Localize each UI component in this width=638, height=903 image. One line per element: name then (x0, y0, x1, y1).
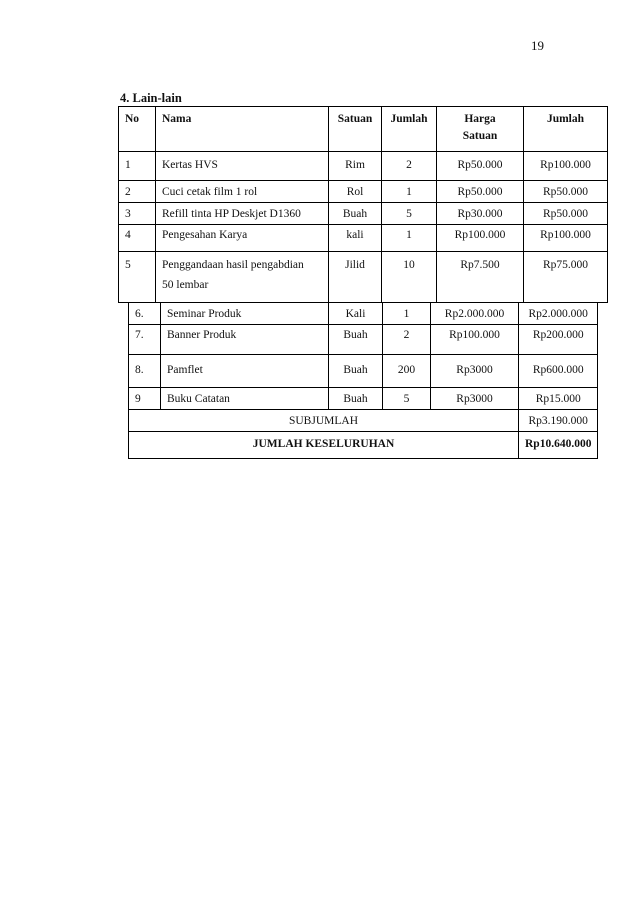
grand-total-row (129, 432, 598, 459)
header-no: No (119, 107, 156, 152)
table-row (129, 388, 598, 410)
cell-nama: Banner Produk (161, 325, 329, 355)
table-row (119, 252, 608, 303)
header-total: Jumlah (524, 107, 608, 152)
cell-no: 3 (119, 203, 156, 225)
cell-nama: Pamflet (161, 355, 329, 388)
cell-satuan: Rim (329, 152, 382, 181)
cell-no: 9 (129, 388, 161, 410)
header-nama: Nama (156, 107, 329, 152)
cell-satuan: kali (329, 225, 382, 252)
cell-jumlah: 2 (382, 152, 437, 181)
cell-nama: Refill tinta HP Deskjet D1360 (156, 203, 329, 225)
table-row (129, 303, 598, 325)
cell-nama-line2: 50 lembar (162, 279, 209, 291)
subtotal-row (129, 410, 598, 432)
table-row (119, 203, 608, 225)
cell-satuan: Jilid (329, 252, 382, 303)
cell-total: Rp15.000 (519, 388, 598, 410)
cell-nama: Buku Catatan (161, 388, 329, 410)
cell-no: 7. (129, 325, 161, 355)
cell-harga: Rp3000 (431, 388, 519, 410)
page-number: 19 (531, 38, 544, 53)
cell-satuan: Buah (329, 388, 383, 410)
cell-jumlah: 200 (383, 355, 431, 388)
cell-total: Rp100.000 (524, 225, 608, 252)
cell-total: Rp600.000 (519, 355, 598, 388)
subtotal-label: SUBJUMLAH (129, 410, 519, 432)
grand-total-value: Rp10.640.000 (519, 432, 598, 459)
cell-no: 8. (129, 355, 161, 388)
cell-satuan: Kali (329, 303, 383, 325)
cell-jumlah: 1 (383, 303, 431, 325)
cell-satuan: Buah (329, 325, 383, 355)
cell-nama: Cuci cetak film 1 rol (156, 181, 329, 203)
table-row (119, 152, 608, 181)
cell-no: 1 (119, 152, 156, 181)
header-harga-satuan (437, 107, 524, 152)
cell-total: Rp50.000 (524, 203, 608, 225)
subtotal-value: Rp3.190.000 (519, 410, 598, 432)
cell-satuan: Buah (329, 355, 383, 388)
cell-no: 5 (119, 252, 156, 303)
cell-jumlah: 10 (382, 252, 437, 303)
header-harga-line2: Satuan (462, 130, 498, 142)
cell-harga: Rp100.000 (437, 225, 524, 252)
cell-no: 6. (129, 303, 161, 325)
cell-harga: Rp7.500 (437, 252, 524, 303)
cell-nama: Pengesahan Karya (156, 225, 329, 252)
cell-no: 2 (119, 181, 156, 203)
cell-nama: Kertas HVS (156, 152, 329, 181)
cell-jumlah: 5 (383, 388, 431, 410)
cell-jumlah: 1 (382, 181, 437, 203)
cell-total: Rp50.000 (524, 181, 608, 203)
section-heading: 4. Lain-lain (120, 91, 182, 105)
header-satuan: Satuan (329, 107, 382, 152)
cell-jumlah: 5 (382, 203, 437, 225)
cell-harga: Rp2.000.000 (431, 303, 519, 325)
budget-table-bottom (128, 302, 598, 459)
cell-nama (156, 252, 329, 303)
cell-jumlah: 2 (383, 325, 431, 355)
cell-harga: Rp30.000 (437, 203, 524, 225)
header-jumlah: Jumlah (382, 107, 437, 152)
header-harga-line1: Harga (464, 113, 496, 125)
cell-nama-line1: Penggandaan hasil pengabdian (162, 259, 304, 271)
cell-harga: Rp50.000 (437, 181, 524, 203)
cell-total: Rp200.000 (519, 325, 598, 355)
cell-satuan: Rol (329, 181, 382, 203)
cell-satuan: Buah (329, 203, 382, 225)
cell-nama: Seminar Produk (161, 303, 329, 325)
cell-total: Rp75.000 (524, 252, 608, 303)
cell-no: 4 (119, 225, 156, 252)
cell-jumlah: 1 (382, 225, 437, 252)
grand-total-label: JUMLAH KESELURUHAN (129, 432, 519, 459)
budget-table-top (118, 106, 608, 303)
table-row (119, 225, 608, 252)
table-header-row (119, 107, 608, 152)
cell-harga: Rp50.000 (437, 152, 524, 181)
table-row (129, 355, 598, 388)
table-row (119, 181, 608, 203)
cell-total: Rp2.000.000 (519, 303, 598, 325)
cell-harga: Rp3000 (431, 355, 519, 388)
cell-total: Rp100.000 (524, 152, 608, 181)
table-row (129, 325, 598, 355)
cell-harga: Rp100.000 (431, 325, 519, 355)
